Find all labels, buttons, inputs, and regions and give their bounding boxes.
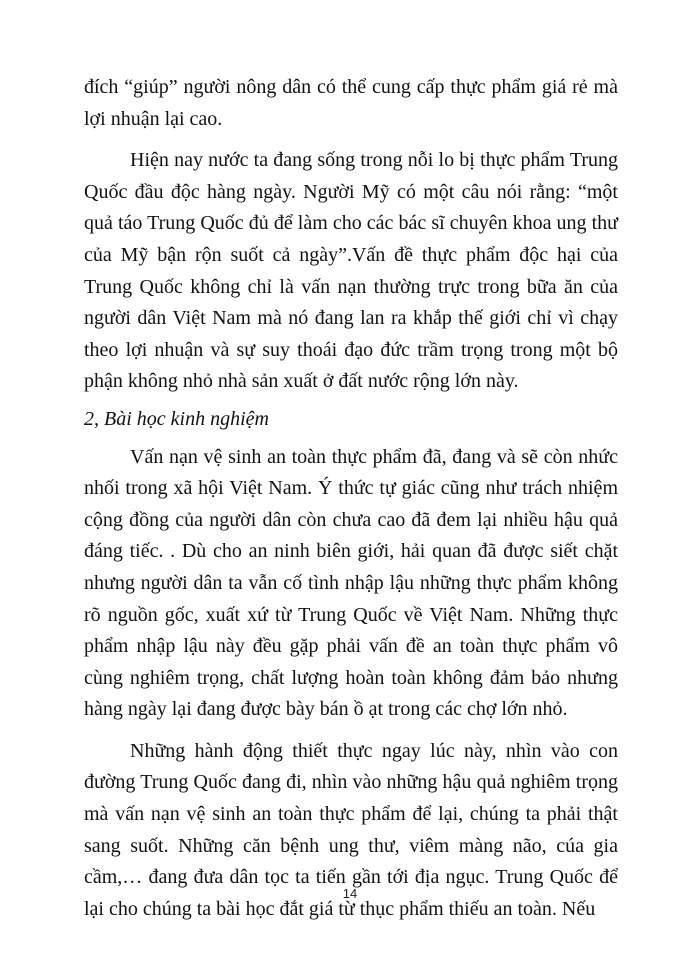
spacer (84, 726, 618, 736)
section-heading: 2, Bài học kinh nghiệm (84, 407, 269, 430)
spacer (84, 135, 618, 145)
page-number: 14 (342, 886, 358, 901)
paragraph-food-safety-issue: Vấn nạn vệ sinh an toàn thực phẩm đã, đang và sẽ còn nhức nhối trong xã hội Việt Nam. Ý thức tự giác cũng như trách nhiệm cộng đồng của người dân còn chưa cao đã đem lại nhiều hậu quả đáng tiếc. . Dù cho an ninh biên giới, hải quan đã được siết chặt nhưng người dân ta vẫn cố tình nhập lậu những thực phẩm không rõ nguồn gốc, xuất xứ từ Trung Quốc về Việt Nam. Những thực phẩm nhập lậu này đều gặp phải vấn đề an toàn thực phẩm vô cùng nghiêm trọng, chất lượng hoàn toàn không đảm bảo nhưng hàng ngày lại đang được bày bán ồ ạt trong các chợ lớn nhỏ. (84, 445, 618, 721)
page-content (84, 72, 618, 925)
paragraph-chinese-food-concern: Hiện nay nước ta đang sống trong nỗi lo bị thực phẩm Trung Quốc đầu độc hàng ngày. Người Mỹ có một câu nói rằng: “một quả táo Trung Quốc đủ để làm cho các bác sĩ chuyên khoa ung thư của Mỹ bận rộn suốt cả ngày”.Vấn đề thực phẩm độc hại của Trung Quốc không chỉ là vấn nạn thường trực trong bữa ăn của người dân Việt Nam mà nó đang lan ra khắp thế giới chỉ vì chạy theo lợi nhuận và sự suy thoái đạo đức trầm trọng trong một bộ phận không nhỏ nhà sản xuất ở đất nước rộng lớn này. (84, 149, 618, 393)
paragraph-continuation: đích “giúp” người nông dân có thể cung cấp thực phẩm giá rẻ mà lợi nhuận lại cao. (84, 76, 618, 130)
paragraph-practical-actions: Những hành động thiết thực ngay lúc này, nhìn vào con đường Trung Quốc đang đi, nhìn vào những hậu quả nghiêm trọng mà vấn nạn vệ sinh an toàn thực phẩm để lại, chúng ta phải thật sang suốt. Những căn bệnh ung thư, viêm màng não, cúa gia cầm,… đang đưa dân tọc ta tiến gần tới địa ngục. Trung Quốc để lại cho chúng ta bài học đắt giá từ thục phẩm thiếu an toàn. Nếu (84, 739, 618, 920)
